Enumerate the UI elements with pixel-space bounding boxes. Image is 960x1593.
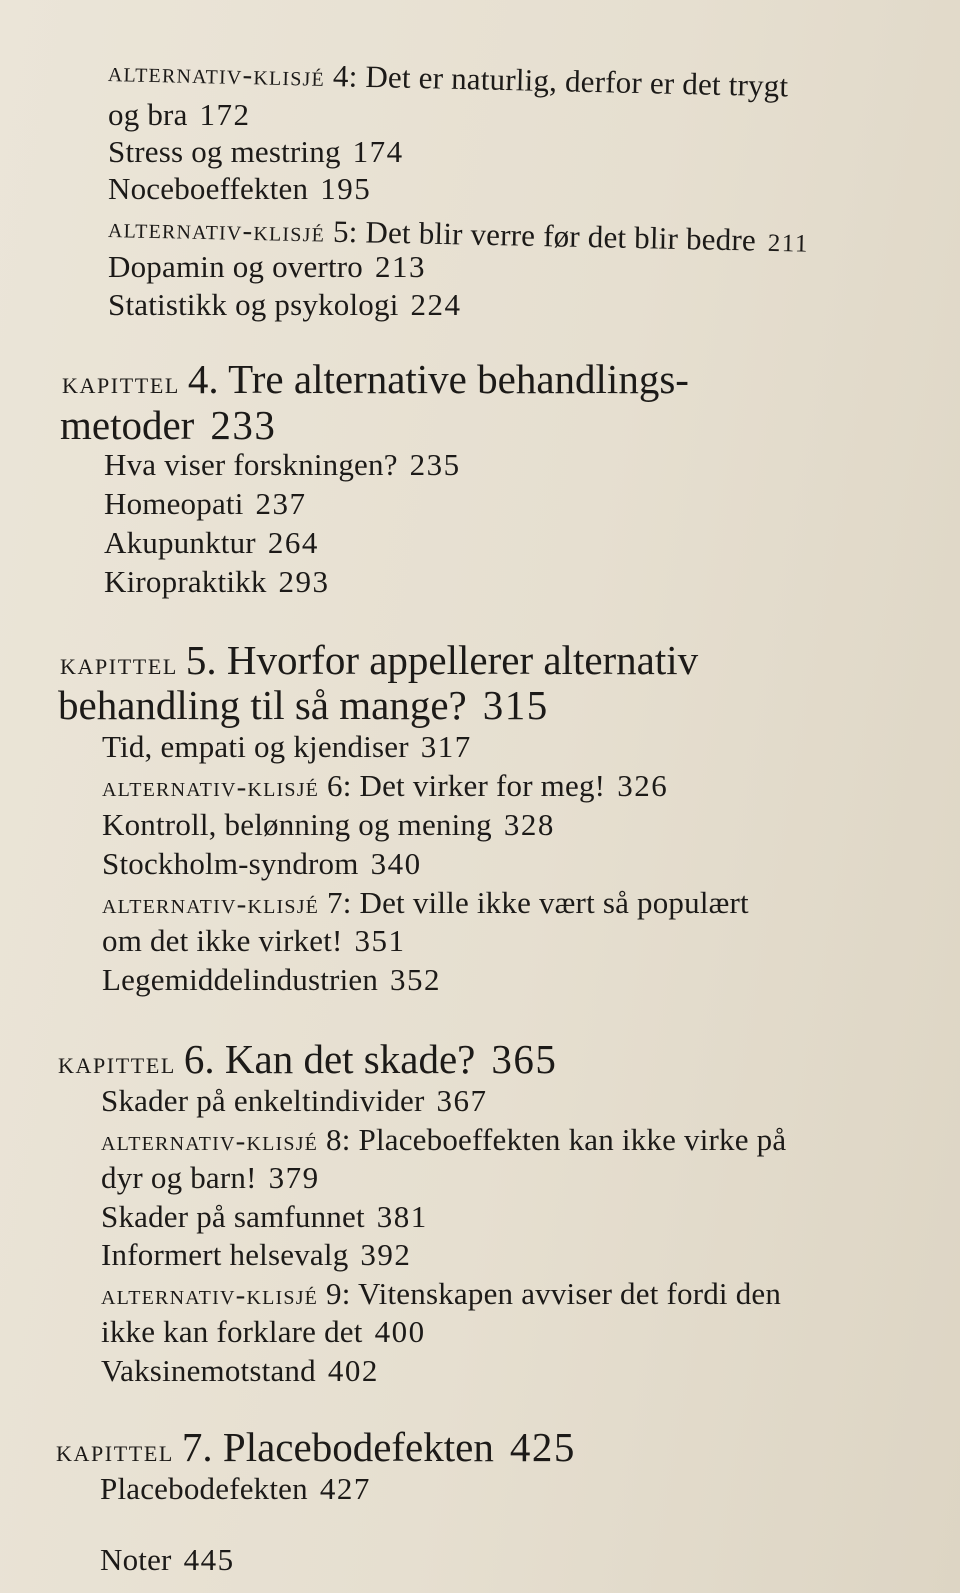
toc-entry [101, 1236, 411, 1274]
chapter-number: 5. [185, 637, 217, 683]
toc-entry [104, 446, 461, 484]
chapter-5-heading-cont [58, 682, 549, 728]
entry-text: Tid, empati og kjendiser [102, 729, 409, 764]
page-number: 427 [319, 1471, 371, 1506]
page-number: 351 [354, 923, 406, 958]
toc-entry [102, 922, 406, 960]
chapter-number: 6. [183, 1036, 215, 1082]
chapter-label: kapittel [58, 1045, 176, 1080]
page-number: 328 [503, 807, 555, 842]
entry-text: Stress og mestring [108, 134, 341, 169]
chapter-label: kapittel [60, 646, 178, 681]
klisje-label: alternativ-klisjé [102, 771, 320, 803]
chapter-5-heading [60, 637, 698, 687]
toc-entry [101, 1082, 488, 1120]
toc-entry [104, 524, 319, 562]
entry-text: 7: Det ville ikke vært så populært [319, 885, 749, 920]
toc-entry-klisje-9 [101, 1275, 781, 1314]
entry-text: Skader på enkeltindivider [101, 1083, 425, 1118]
chapter-title: Tre alternative behandlings- [228, 356, 689, 402]
page-number: 224 [410, 287, 462, 322]
page-number: 381 [376, 1199, 428, 1234]
entry-text: 8: Placeboeffekten kan ikke virke på [318, 1122, 787, 1157]
page-number: 213 [375, 249, 426, 284]
page-number: 174 [352, 134, 404, 169]
toc-entry [102, 806, 555, 844]
toc-entry [102, 728, 472, 766]
toc-entry-statistikk [108, 286, 462, 324]
entry-text: Kontroll, belønning og mening [102, 807, 492, 842]
page-number: 392 [360, 1237, 412, 1272]
page-number: 317 [420, 729, 472, 764]
chapter-title: Hvorfor appellerer alternativ [226, 637, 699, 683]
entry-text: 4: Det er naturlig, derfor er det trygt [324, 57, 789, 104]
toc-entry [101, 1313, 426, 1351]
entry-text: Hva viser forskningen? [104, 447, 398, 482]
entry-text: Informert helsevalg [101, 1237, 349, 1272]
klisje-label: alternativ-klisjé [101, 1279, 319, 1311]
page-number: 425 [509, 1424, 576, 1470]
entry-text: Dopamin og overtro [108, 249, 363, 284]
page-number: 195 [320, 171, 372, 206]
toc-entry-stress [108, 133, 404, 171]
entry-text: dyr og barn! [101, 1160, 257, 1195]
entry-text: og bra [108, 97, 188, 132]
toc-entry [102, 961, 441, 999]
toc-entry-klisje-7 [102, 884, 749, 923]
page-number: 315 [482, 682, 549, 728]
entry-text: Akupunktur [104, 525, 256, 560]
chapter-title: metoder [60, 402, 195, 448]
toc-entry [101, 1159, 320, 1197]
page-number: 264 [267, 525, 319, 560]
entry-text: Kiropraktikk [104, 564, 267, 599]
page-number: 379 [268, 1160, 320, 1195]
toc-entry [104, 485, 307, 523]
klisje-label: alternativ-klisjé [107, 212, 326, 249]
toc-entry [101, 1352, 379, 1390]
page-number: 235 [409, 447, 461, 482]
page-number: 237 [255, 486, 307, 521]
page-number: 400 [374, 1314, 426, 1349]
toc-entry-klisje-6 [102, 767, 668, 806]
toc-entry [104, 563, 330, 601]
page-number: 233 [210, 402, 277, 448]
entry-text: Legemiddelindustrien [102, 962, 379, 997]
chapter-label: kapittel [56, 1433, 174, 1468]
toc-entry [102, 845, 422, 883]
entry-text: 9: Vitenskapen avviser det fordi den [318, 1276, 782, 1311]
entry-text: 5: Det blir verre før det blir bedre [324, 213, 757, 258]
entry-text: Placebodefekten [100, 1471, 308, 1506]
toc-entry [101, 1198, 428, 1236]
toc-entry-klisje-8 [101, 1121, 786, 1160]
chapter-title: Kan det skade? [224, 1036, 476, 1082]
toc-entry-dopamin [108, 248, 426, 286]
klisje-label: alternativ-klisjé [101, 1125, 319, 1157]
toc-entry-og-bra [108, 96, 251, 134]
toc-entry-nocebo [108, 170, 371, 208]
chapter-4-heading-cont [60, 402, 276, 448]
page-number: 367 [436, 1083, 488, 1118]
page-number: 365 [491, 1036, 558, 1082]
entry-text: ikke kan forklare det [101, 1314, 363, 1349]
toc-entry-notes [100, 1541, 235, 1579]
page-number: 211 [767, 229, 810, 258]
page-number: 326 [617, 768, 669, 803]
page-number: 402 [327, 1353, 379, 1388]
entry-text: Homeopati [104, 486, 244, 521]
chapter-7-heading [56, 1424, 576, 1474]
entry-text: om det ikke virket! [102, 923, 343, 958]
entry-text: Noter [100, 1542, 172, 1577]
entry-text: Stockholm-syndrom [102, 846, 359, 881]
page-number: 293 [278, 564, 330, 599]
klisje-label: alternativ-klisjé [107, 56, 326, 93]
entry-text: Vaksinemotstand [101, 1353, 316, 1388]
chapter-4-heading [62, 356, 689, 406]
page-number: 172 [199, 97, 251, 132]
chapter-title: behandling til så mange? [58, 682, 467, 728]
chapter-title: Placebodefekten [222, 1424, 494, 1470]
entry-text: Noceboeffekten [108, 171, 309, 206]
chapter-number: 4. [187, 356, 219, 402]
page-number: 352 [390, 962, 442, 997]
page-number: 340 [370, 846, 422, 881]
chapter-number: 7. [181, 1424, 213, 1470]
toc-entry [100, 1470, 371, 1508]
entry-text: 6: Det virker for meg! [319, 768, 606, 803]
entry-text: Skader på samfunnet [101, 1199, 365, 1234]
chapter-label: kapittel [62, 365, 180, 400]
entry-text: Statistikk og psykologi [108, 287, 399, 322]
chapter-6-heading [58, 1036, 557, 1086]
klisje-label: alternativ-klisjé [102, 888, 320, 920]
page-number: 445 [183, 1542, 235, 1577]
